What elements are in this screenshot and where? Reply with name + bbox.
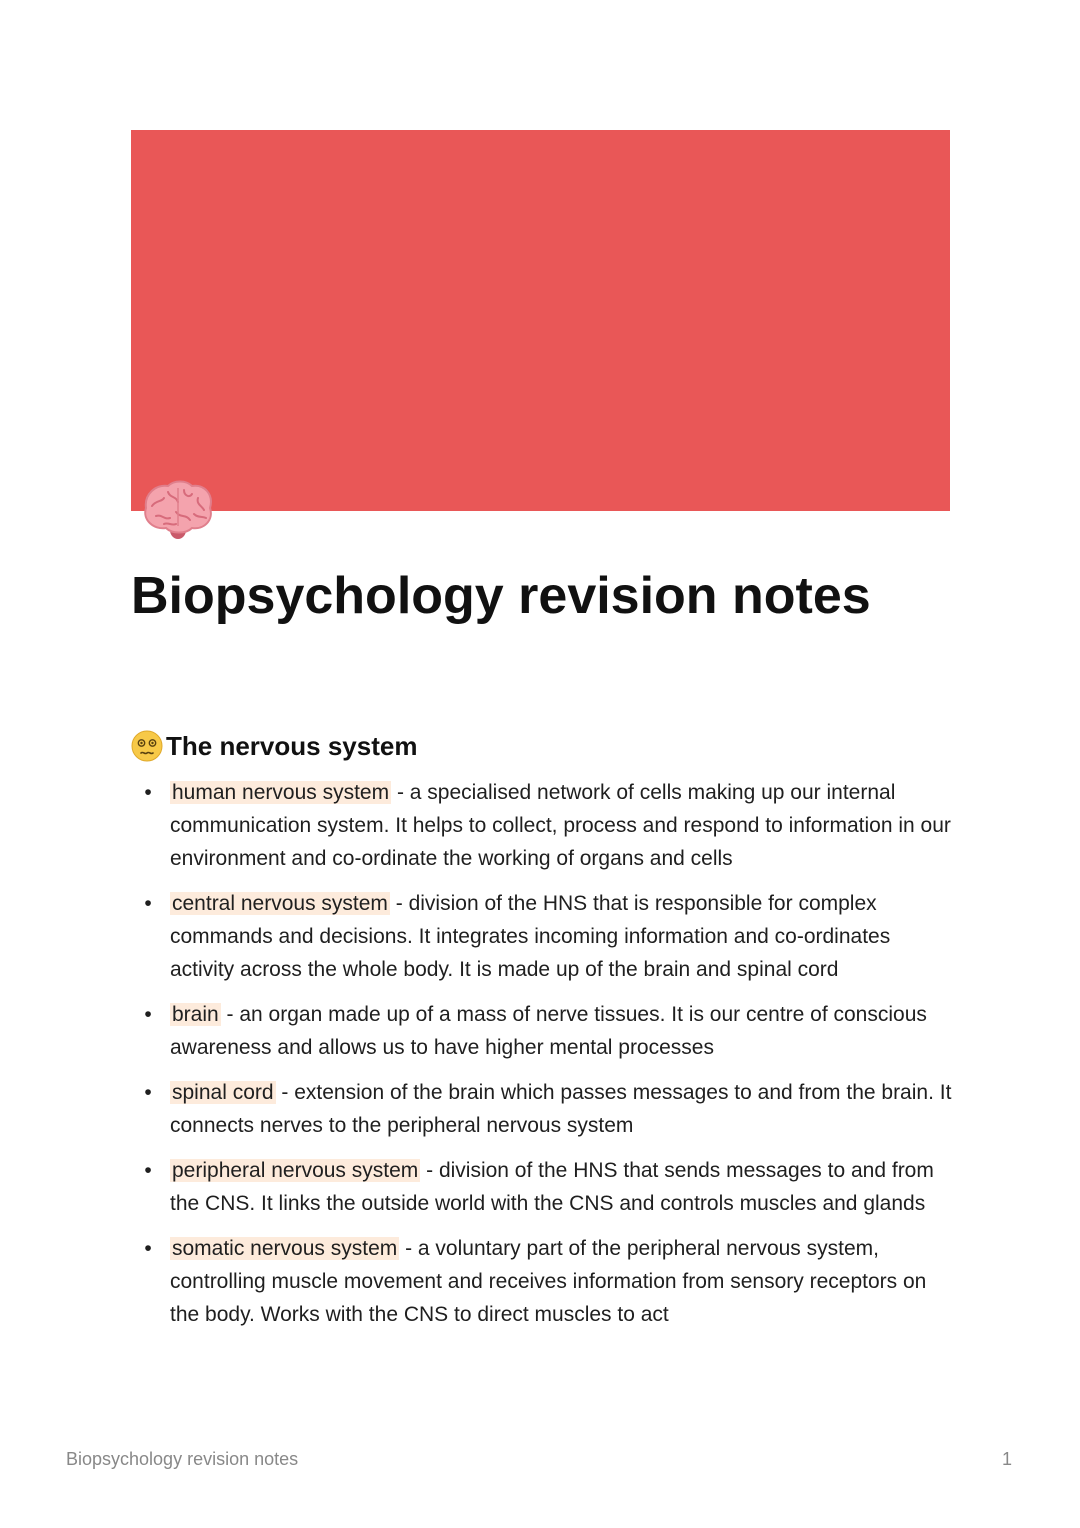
definition-list: [143, 776, 953, 1343]
definition-text: - division of the HNS that sends messages to and from the CNS. It links the outside world with the CNS and controls muscles and glands: [170, 1159, 934, 1215]
term-highlight: peripheral nervous system: [172, 1159, 419, 1182]
bullet-icon: •: [144, 1159, 152, 1182]
definition-text: - a specialised network of cells making up our internal communication system. It helps to collect, process and respond to information in our environment and co-ordinate the working of organs and cells: [170, 781, 951, 870]
brain-icon: [138, 478, 216, 544]
list-item: [143, 1154, 953, 1220]
dizzy-face-icon: [131, 730, 163, 762]
definition-text: - extension of the brain which passes messages to and from the brain. It connects nerves to the peripheral nervous system: [170, 1081, 952, 1137]
bullet-icon: •: [144, 1081, 152, 1104]
term-highlight: human nervous system: [172, 781, 390, 804]
definition-text: - a voluntary part of the peripheral nervous system, controlling muscle movement and receives information from sensory receptors on the body. Works with the CNS to direct muscles to act: [170, 1237, 927, 1326]
list-item: [143, 887, 953, 986]
bullet-icon: •: [144, 1237, 152, 1260]
list-item: [143, 1232, 953, 1331]
section-heading: [131, 730, 417, 762]
term-highlight: brain: [172, 1003, 219, 1026]
bullet-icon: •: [144, 892, 152, 915]
cover-banner: [131, 130, 950, 511]
bullet-icon: •: [144, 1003, 152, 1026]
bullet-icon: •: [144, 781, 152, 804]
list-item: [143, 998, 953, 1064]
list-item: [143, 1076, 953, 1142]
term-highlight: somatic nervous system: [172, 1237, 398, 1260]
footer-page-number: 1: [1002, 1449, 1013, 1469]
section-heading-text: The nervous system: [166, 730, 418, 761]
definition-text: - division of the HNS that is responsible for complex commands and decisions. It integrates incoming information and co-ordinates activity across the whole body. It is made up of the brain and spinal cord: [170, 892, 891, 981]
term-highlight: spinal cord: [172, 1081, 274, 1104]
footer-doc-title: Biopsychology revision notes: [66, 1449, 299, 1469]
list-item: [143, 776, 953, 875]
term-highlight: central nervous system: [172, 892, 388, 915]
definition-text: - an organ made up of a mass of nerve tissues. It is our centre of conscious awareness and allows us to have higher mental processes: [170, 1003, 927, 1059]
page-title: Biopsychology revision notes: [131, 567, 871, 625]
